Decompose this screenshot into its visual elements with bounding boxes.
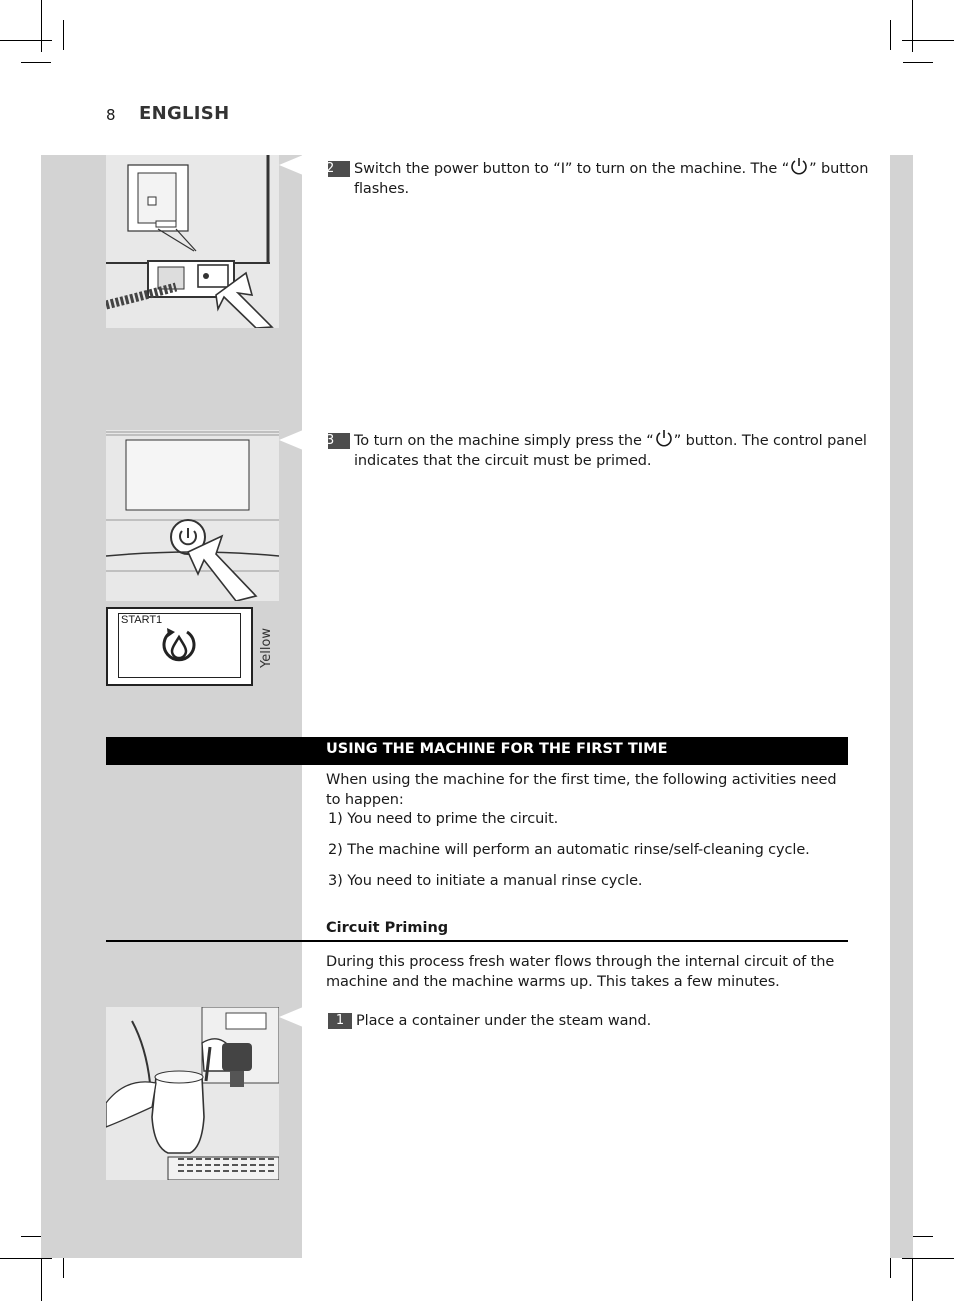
crop-mark [0, 40, 52, 41]
power-icon [789, 156, 809, 176]
crop-mark [890, 20, 891, 50]
crop-mark [903, 62, 933, 63]
subsection-rule [106, 940, 848, 942]
crop-mark [902, 40, 954, 41]
display-label: START1 [121, 614, 163, 626]
list-item: 1) You need to prime the circuit. [328, 811, 559, 827]
step-13 [317, 428, 874, 471]
step-number: 1 [328, 1013, 352, 1029]
language-header: ENGLISH [139, 103, 230, 124]
step-13-text-after: ” button. The control panel indicates that the circuit must be primed. [354, 433, 867, 469]
step-1 [328, 1011, 848, 1031]
crop-mark [912, 0, 913, 52]
water-drop-refresh-icon [159, 625, 199, 665]
callout-pointer [279, 430, 303, 450]
step-1-text: Place a container under the steam wand. [356, 1013, 652, 1029]
step-12 [317, 156, 874, 199]
right-grey-edge [890, 155, 913, 1258]
control-panel-illustration [106, 430, 279, 601]
display-color-note: Yellow [259, 627, 274, 668]
section-intro: When using the machine for the first time, the following activities need to happen: [326, 772, 837, 808]
list-item: 3) You need to initiate a manual rinse cycle. [328, 873, 643, 889]
subsection-title: Circuit Priming [326, 920, 449, 936]
subsection-body: During this process fresh water flows through the internal circuit of the machine and the machine warms up. This takes a few minutes. [326, 954, 835, 990]
crop-mark [21, 62, 51, 63]
list-item: 2) The machine will perform an automatic rinse/self-cleaning cycle. [328, 842, 810, 858]
step-number: 13 [328, 433, 350, 449]
callout-pointer [279, 155, 303, 175]
crop-mark [63, 20, 64, 50]
callout-pointer [279, 1007, 303, 1027]
crop-mark [41, 0, 42, 52]
step-12-text-after: ” button flashes. [354, 161, 869, 197]
crop-mark [902, 1258, 954, 1259]
step-13-text-before: To turn on the machine simply press the “ [354, 433, 654, 449]
page-number: 8 [106, 106, 116, 124]
display-panel [106, 607, 253, 686]
power-switch-illustration [106, 155, 279, 328]
steam-wand-illustration [106, 1007, 279, 1180]
section-title: USING THE MACHINE FOR THE FIRST TIME [326, 741, 668, 757]
step-12-text-before: Switch the power button to “I” to turn on the machine. The “ [354, 161, 790, 177]
power-icon [654, 428, 674, 448]
step-number: 12 [328, 161, 350, 177]
crop-mark [0, 1258, 52, 1259]
